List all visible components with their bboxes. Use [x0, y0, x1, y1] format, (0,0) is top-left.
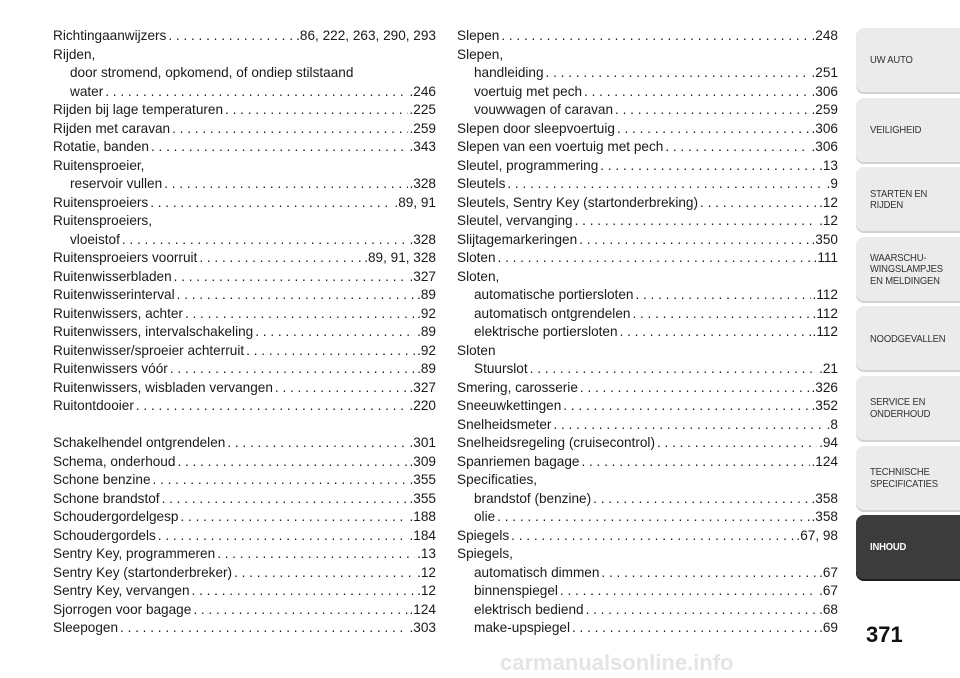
index-subentry	[457, 286, 838, 305]
index-term: door stromend, opkomend, of ondiep stilstaand	[70, 65, 354, 80]
tab-waarschu-wingslampjes-en-meldingen[interactable]	[856, 237, 960, 303]
index-entry	[53, 249, 436, 268]
dot-leader	[498, 249, 812, 268]
dot-leader	[579, 231, 809, 250]
index-entry	[457, 453, 838, 472]
dot-leader	[620, 323, 811, 342]
index-term: Ruitenwissers, wisbladen vervangen	[53, 379, 273, 395]
tab-label: SERVICE EN ONDERHOUD	[870, 396, 931, 420]
index-term: Sloten	[457, 250, 496, 265]
index-term: Sentry Key (startonderbreker)	[53, 564, 233, 580]
index-entry	[457, 231, 838, 250]
dot-leader	[151, 138, 408, 157]
index-term: Sleutels, Sentry Key (startonderbreking)	[457, 194, 699, 210]
index-subentry	[457, 323, 838, 342]
dot-leader	[246, 342, 415, 361]
dot-leader	[546, 64, 810, 83]
index-page-ref: .21	[819, 361, 838, 376]
index-term: automatisch ontgrendelen	[474, 305, 631, 321]
index-entry	[457, 527, 838, 546]
index-entry	[53, 490, 436, 509]
dot-leader	[530, 360, 817, 379]
index-page-ref: .92	[417, 305, 436, 321]
dot-leader	[580, 379, 810, 398]
dot-leader	[563, 397, 809, 416]
index-page-ref: .89, 91, 328	[364, 250, 436, 265]
dot-leader	[172, 120, 407, 139]
index-term: Slepen door sleepvoertuig	[457, 120, 615, 136]
index-term: Snelheidsmeter	[457, 416, 552, 432]
index-entry	[53, 323, 436, 342]
index-term: Stuurslot	[474, 361, 528, 376]
dot-leader	[617, 120, 810, 139]
dot-leader	[497, 508, 809, 527]
index-page-ref: .358	[811, 509, 838, 524]
tab-noodgevallen[interactable]	[856, 306, 960, 372]
index-page-ref: .328	[409, 176, 436, 191]
index-term: Ruitenwisser/sproeier achterruit	[53, 342, 245, 358]
index-spacer	[53, 416, 436, 435]
dot-leader	[601, 564, 817, 583]
index-subentry	[53, 64, 436, 83]
tab-uw-auto[interactable]	[856, 28, 960, 94]
dot-leader	[199, 249, 362, 268]
index-term: Ruitontdooier	[53, 398, 134, 413]
index-page-ref: .352	[811, 398, 838, 413]
dot-leader	[632, 305, 810, 324]
index-term: Sleutel, programmering	[457, 157, 599, 173]
index-entry	[53, 434, 436, 453]
index-term: Richtingaanwijzers	[53, 28, 167, 43]
index-subentry	[53, 175, 436, 194]
index-entry	[53, 379, 436, 398]
dot-leader	[174, 268, 408, 287]
index-entry	[53, 453, 436, 472]
section-tabs	[856, 28, 960, 585]
index-term: Schoudergordelgesp	[53, 509, 179, 524]
index-entry	[53, 342, 436, 361]
index-entry	[53, 27, 436, 46]
index-term: elektrisch bediend	[474, 601, 584, 617]
index-page-ref: .301	[409, 435, 436, 450]
dot-leader	[164, 175, 407, 194]
index-term: Ruitensproeiers voorruit	[53, 250, 198, 265]
index-entry	[457, 175, 838, 194]
index-term: brandstof (benzine)	[474, 490, 592, 506]
index-entry	[53, 194, 436, 213]
index-page-ref: .68	[819, 601, 838, 617]
tab-technische-specificaties[interactable]	[856, 446, 960, 512]
index-term: binnenspiegel	[474, 583, 558, 598]
index-page-ref: .355	[409, 490, 436, 506]
index-term: vouwwagen of caravan	[474, 102, 614, 117]
index-page-ref: .355	[409, 472, 436, 487]
tab-service-en-onderhoud[interactable]	[856, 376, 960, 442]
index-column-left	[53, 27, 436, 638]
dot-leader	[227, 434, 407, 453]
dot-leader	[193, 601, 407, 620]
index-term: Sjorrogen voor bagage	[53, 601, 192, 617]
index-page-ref: .259	[811, 102, 838, 117]
index-entry	[457, 120, 838, 139]
index-term: Rijden,	[53, 46, 96, 62]
index-page-ref: .69	[819, 620, 838, 635]
index-entry	[457, 249, 838, 268]
index-page-ref: .306	[811, 139, 838, 154]
index-entry	[53, 508, 436, 527]
index-subentry	[457, 601, 838, 620]
dot-leader	[700, 194, 817, 213]
index-subentry	[457, 83, 838, 102]
dot-leader	[275, 379, 408, 398]
dot-leader	[553, 416, 824, 435]
index-page-ref: .358	[811, 490, 838, 506]
dot-leader	[153, 471, 408, 490]
index-subentry	[457, 564, 838, 583]
tab-label: UW AUTO	[870, 54, 913, 67]
index-subentry	[53, 231, 436, 250]
index-term: voertuig met pech	[474, 83, 583, 99]
index-entry	[53, 286, 436, 305]
index-column-right	[457, 27, 838, 638]
index-term: Sleutels	[457, 176, 506, 191]
dot-leader	[180, 508, 407, 527]
dot-leader	[192, 582, 416, 601]
index-page-ref: .246	[409, 83, 436, 99]
index-term: Schema, onderhoud	[53, 453, 176, 469]
index-entry	[457, 27, 838, 46]
index-page-ref: .124	[409, 601, 436, 617]
index-term: Slepen,	[457, 46, 504, 62]
index-entry	[457, 46, 838, 65]
index-entry	[53, 305, 436, 324]
dot-leader	[501, 27, 809, 46]
dot-leader	[234, 564, 415, 583]
index-subentry	[457, 64, 838, 83]
index-page-ref: .89	[417, 361, 436, 376]
index-term: automatisch dimmen	[474, 564, 600, 580]
dot-leader	[615, 101, 809, 120]
index-page-ref: .309	[409, 453, 436, 469]
tab-label: VEILIGHEID	[870, 123, 922, 136]
index-term: Sneeuwkettingen	[457, 398, 562, 413]
index-page-ref: .327	[409, 268, 436, 284]
index-entry	[457, 434, 838, 453]
index-entry	[457, 138, 838, 157]
index-page-ref: .306	[811, 83, 838, 99]
dot-leader	[600, 157, 817, 176]
index-entry	[53, 397, 436, 416]
index-page-ref: .112	[812, 324, 838, 339]
index-page-ref: .8	[826, 416, 838, 432]
index-term: Ruitenwisserbladen	[53, 268, 172, 284]
index-page-ref: .13	[819, 157, 838, 173]
index-term: Ruitensproeiers	[53, 194, 149, 210]
dot-leader	[581, 453, 809, 472]
index-entry	[53, 157, 436, 176]
index-entry	[53, 120, 436, 139]
index-entry	[457, 268, 838, 287]
index-term: elektrische portiersloten	[474, 324, 618, 339]
dot-leader	[217, 545, 415, 564]
index-term: Ruitensproeiers,	[53, 213, 152, 228]
dot-leader	[593, 490, 809, 509]
dot-leader	[120, 619, 408, 638]
index-term: Ruitensproeier,	[53, 157, 145, 173]
dot-leader	[136, 397, 408, 416]
index-entry	[457, 416, 838, 435]
index-entry	[53, 138, 436, 157]
index-subentry	[457, 360, 838, 379]
index-page-ref: .67, 98	[796, 527, 838, 543]
index-term: Ruitenwissers vóór	[53, 361, 168, 376]
index-term: Sleutel, vervanging	[457, 213, 573, 228]
index-term: Sentry Key, programmeren	[53, 546, 216, 561]
index-page-ref: .89	[417, 287, 436, 302]
index-term: Rotatie, banden	[53, 139, 149, 154]
index-subentry	[457, 619, 838, 638]
index-term: Spanriemen bagage	[457, 453, 580, 469]
index-entry	[53, 46, 436, 65]
index-page-ref: .326	[811, 379, 838, 395]
index-page-ref: .13	[417, 546, 436, 561]
index-term: Specificaties,	[457, 472, 538, 487]
index-subentry	[457, 101, 838, 120]
index-page-ref: .12	[417, 583, 436, 598]
watermark-text: carmanualsonline.info	[500, 652, 734, 674]
dot-leader	[177, 286, 415, 305]
index-entry	[457, 342, 838, 361]
dot-leader	[584, 83, 809, 102]
index-term: Ruitenwissers, achter	[53, 305, 183, 321]
dot-leader	[665, 138, 809, 157]
dot-leader	[122, 231, 408, 250]
dot-leader	[507, 175, 824, 194]
index-page-ref: .92	[417, 342, 436, 358]
index-page-ref: .12	[819, 194, 838, 210]
index-page-ref: .328	[409, 231, 436, 247]
index-page-ref: .112	[812, 305, 838, 321]
index-entry	[53, 471, 436, 490]
index-term: make-upspiegel	[474, 620, 570, 635]
index-page-ref: .343	[409, 139, 436, 154]
index-page-ref: .188	[409, 509, 436, 524]
index-entry	[457, 212, 838, 231]
dot-leader	[575, 212, 817, 231]
index-term: Schakelhendel ontgrendelen	[53, 435, 226, 450]
tab-inhoud[interactable]	[856, 515, 960, 581]
index-term: Sloten	[457, 342, 496, 358]
tab-veiligheid[interactable]	[856, 98, 960, 164]
tab-label: WAARSCHU- WINGSLAMPJES EN MELDINGEN	[870, 251, 943, 287]
index-entry	[53, 212, 436, 231]
index-subentry	[457, 582, 838, 601]
tab-label: NOODGEVALLEN	[870, 332, 946, 345]
index-page-ref: .89, 91	[394, 194, 436, 210]
dot-leader	[225, 101, 408, 120]
index-term: Schone benzine	[53, 472, 151, 487]
tab-label: INHOUD	[870, 541, 907, 554]
index-term: Spiegels,	[457, 546, 513, 561]
dot-leader	[105, 83, 407, 102]
index-term: Slepen	[457, 28, 500, 43]
dot-leader	[657, 434, 817, 453]
index-page-ref: .306	[811, 120, 838, 136]
index-term: Slepen van een voertuig met pech	[457, 139, 664, 154]
index-page-ref: .184	[409, 527, 436, 543]
dot-leader	[572, 619, 817, 638]
index-page-ref: .94	[819, 435, 838, 450]
index-page-ref: .259	[409, 120, 436, 136]
index-term: Smering, carosserie	[457, 379, 578, 395]
index-entry	[457, 379, 838, 398]
index-entry	[53, 545, 436, 564]
tab-label: TECHNISCHE SPECIFICATIES	[870, 466, 938, 490]
tab-label: STARTEN EN RIJDEN	[870, 187, 928, 212]
dot-leader	[511, 527, 794, 546]
index-term: Ruitenwisserinterval	[53, 287, 175, 302]
page-number: 371	[866, 622, 903, 647]
dot-leader	[162, 490, 408, 509]
index-entry	[53, 582, 436, 601]
index-term: Snelheidsregeling (cruisecontrol)	[457, 435, 655, 450]
index-page-ref: .67	[819, 583, 838, 598]
dot-leader	[560, 582, 817, 601]
index-entry	[457, 397, 838, 416]
index-page-ref: .220	[409, 398, 436, 413]
index-term: Sloten,	[457, 268, 500, 284]
index-page-ref: .111	[813, 250, 838, 265]
dot-leader	[158, 527, 408, 546]
index-page-ref: .12	[417, 564, 436, 580]
index-subentry	[457, 305, 838, 324]
index-subentry	[457, 508, 838, 527]
dot-leader	[255, 323, 415, 342]
index-page-ref: .248	[811, 28, 838, 43]
dot-leader	[150, 194, 392, 213]
index-page-ref: .225	[409, 102, 436, 117]
index-term: Sentry Key, vervangen	[53, 583, 190, 598]
watermark-logo	[500, 652, 950, 674]
index-term: water	[70, 83, 104, 99]
dot-leader	[170, 360, 415, 379]
dot-leader	[586, 601, 818, 620]
index-term: Slijtagemarkeringen	[457, 231, 578, 247]
index-subentry	[457, 490, 838, 509]
index-entry	[53, 360, 436, 379]
index-term: Sleepogen	[53, 620, 119, 635]
index-term: olie	[474, 509, 496, 524]
tab-starten-en-rijden[interactable]	[856, 167, 960, 233]
index-term: Ruitenwissers, intervalschakeling	[53, 324, 254, 339]
dot-leader	[185, 305, 415, 324]
index-entry	[53, 101, 436, 120]
index-page-ref: .67	[819, 564, 838, 580]
index-term: Schone brandstof	[53, 490, 160, 506]
index-term: vloeistof	[70, 231, 120, 247]
index-page-ref: .89	[417, 324, 436, 339]
index-entry	[53, 601, 436, 620]
index-page-ref: .86, 222, 263, 290, 293	[296, 28, 436, 43]
index-entry	[53, 527, 436, 546]
index-entry	[53, 268, 436, 287]
index-entry	[457, 157, 838, 176]
index-entry	[457, 471, 838, 490]
index-entry	[53, 564, 436, 583]
index-page-ref: .124	[811, 453, 838, 469]
index-page-ref: .9	[826, 176, 838, 191]
index-page-ref: .251	[811, 65, 838, 80]
index-page-ref: .112	[812, 287, 838, 302]
dot-leader	[635, 286, 810, 305]
index-page-ref: .12	[819, 213, 838, 228]
index-term: reservoir vullen	[70, 176, 163, 191]
dot-leader	[177, 453, 407, 472]
index-entry	[457, 194, 838, 213]
index-term: automatische portiersloten	[474, 287, 634, 302]
index-page-ref: .303	[409, 620, 436, 635]
index-page-ref: .350	[811, 231, 838, 247]
index-term: Rijden met caravan	[53, 120, 171, 136]
index-term: Spiegels	[457, 527, 510, 543]
index-entry	[457, 545, 838, 564]
dot-leader	[168, 27, 294, 46]
index-term: handleiding	[474, 65, 544, 80]
index-page-ref: .327	[409, 379, 436, 395]
index-term: Schoudergordels	[53, 527, 156, 543]
index-subentry	[53, 83, 436, 102]
index-term: Rijden bij lage temperaturen	[53, 102, 224, 117]
index-entry	[53, 619, 436, 638]
